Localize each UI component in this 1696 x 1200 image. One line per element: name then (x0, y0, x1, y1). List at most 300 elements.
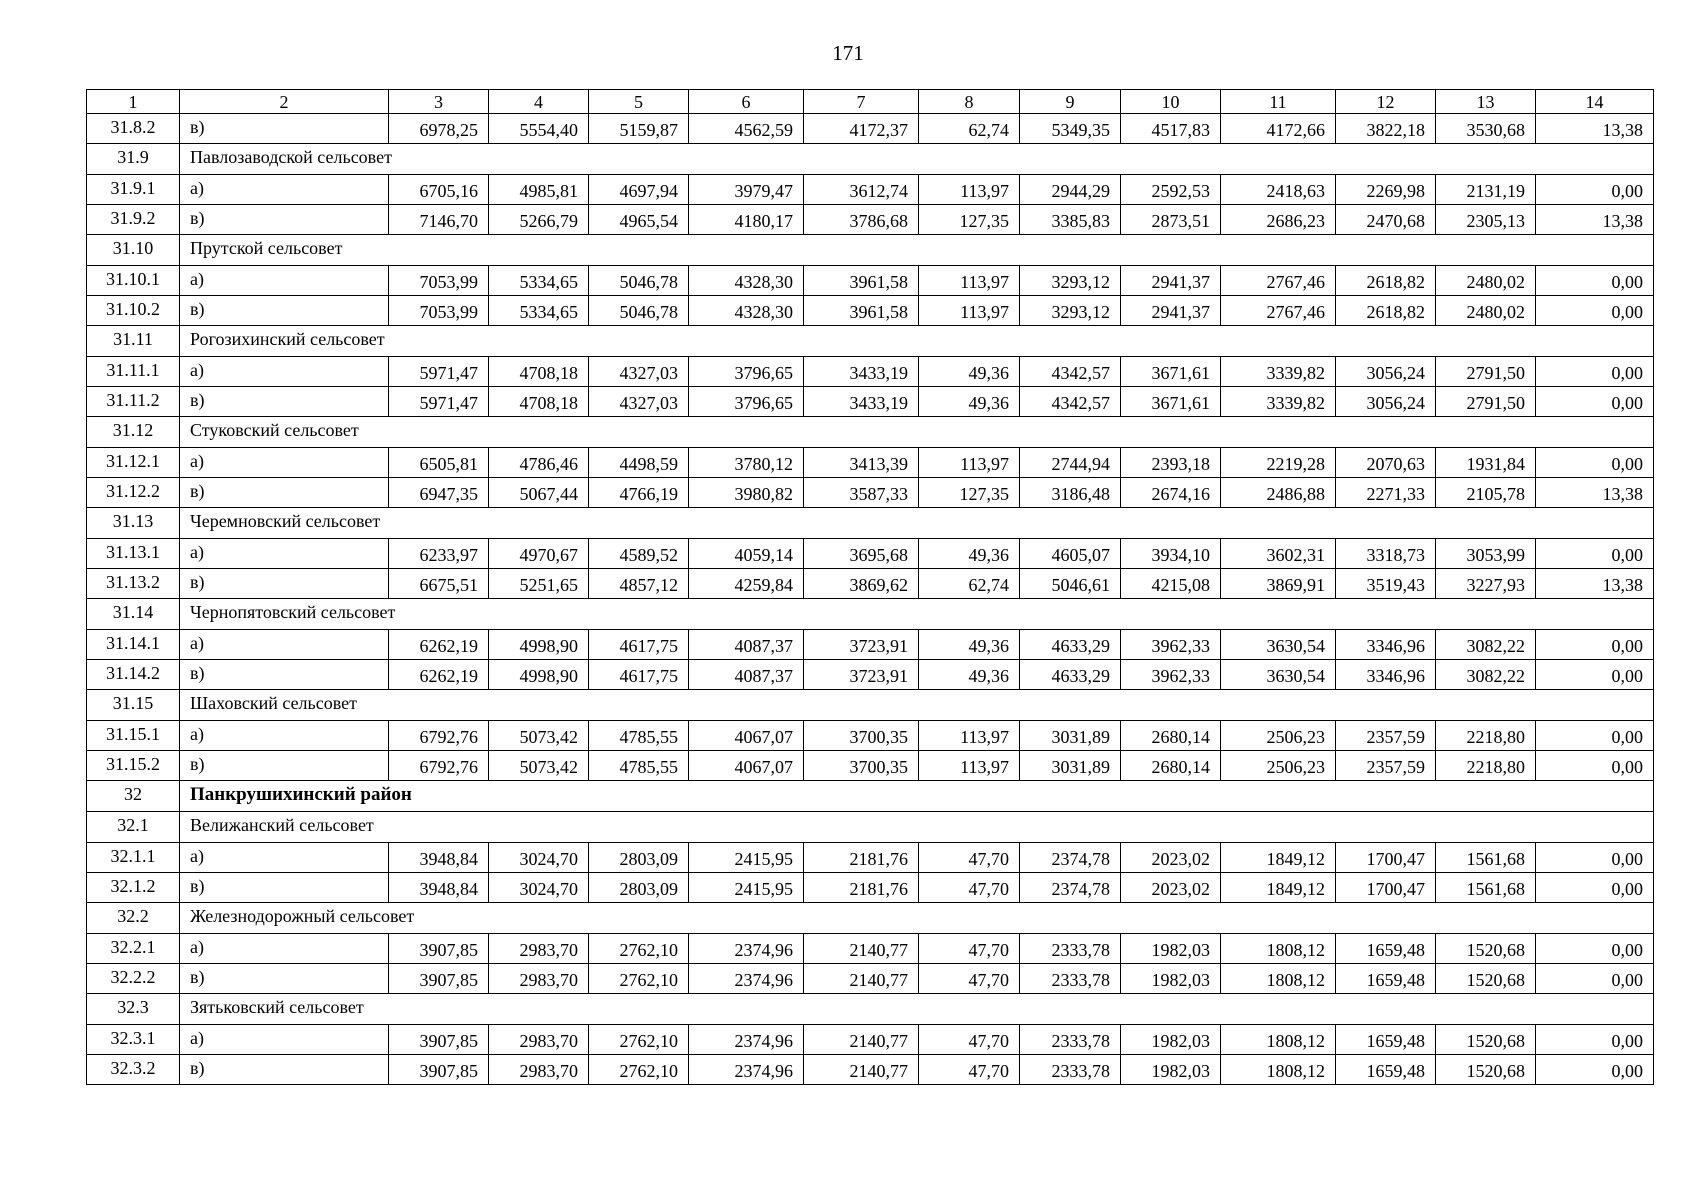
row-label: в) (180, 751, 389, 781)
table-row (87, 1055, 1654, 1085)
value-cell: 1659,48 (1336, 934, 1436, 964)
section-row (87, 508, 1654, 539)
value-cell: 2333,78 (1020, 934, 1121, 964)
value-cell: 3339,82 (1221, 357, 1336, 387)
value-cell: 1808,12 (1221, 1025, 1336, 1055)
value-cell: 2357,59 (1336, 721, 1436, 751)
column-header: 11 (1221, 90, 1336, 114)
value-cell: 3024,70 (489, 843, 589, 873)
value-cell: 6792,76 (389, 751, 489, 781)
value-cell: 4087,37 (689, 630, 804, 660)
value-cell: 5073,42 (489, 751, 589, 781)
value-cell: 4617,75 (589, 630, 689, 660)
value-cell: 5971,47 (389, 357, 489, 387)
row-code: 31.12.1 (87, 448, 180, 478)
value-cell: 2131,19 (1436, 175, 1536, 205)
value-cell: 2140,77 (804, 964, 919, 994)
value-cell: 1849,12 (1221, 873, 1336, 903)
value-cell: 7053,99 (389, 266, 489, 296)
row-code: 31.11 (87, 326, 180, 357)
value-cell: 4785,55 (589, 721, 689, 751)
value-cell: 4708,18 (489, 387, 589, 417)
table-row (87, 266, 1654, 296)
table-row (87, 569, 1654, 599)
value-cell: 2418,63 (1221, 175, 1336, 205)
value-cell: 3293,12 (1020, 266, 1121, 296)
section-title: Шаховский сельсовет (180, 690, 1654, 721)
value-cell: 1700,47 (1336, 873, 1436, 903)
value-cell: 4180,17 (689, 205, 804, 235)
value-cell: 113,97 (919, 296, 1020, 326)
value-cell: 3961,58 (804, 296, 919, 326)
value-cell: 1561,68 (1436, 843, 1536, 873)
value-cell: 2941,37 (1121, 296, 1221, 326)
table-row (87, 660, 1654, 690)
section-row (87, 144, 1654, 175)
section-row (87, 903, 1654, 934)
value-cell: 3630,54 (1221, 660, 1336, 690)
value-cell: 2480,02 (1436, 296, 1536, 326)
row-code: 32.3 (87, 994, 180, 1025)
value-cell: 3519,43 (1336, 569, 1436, 599)
value-cell: 1982,03 (1121, 1025, 1221, 1055)
table-row (87, 751, 1654, 781)
value-cell: 3186,48 (1020, 478, 1121, 508)
value-cell: 6675,51 (389, 569, 489, 599)
row-label: в) (180, 387, 389, 417)
value-cell: 6233,97 (389, 539, 489, 569)
value-cell: 2470,68 (1336, 205, 1436, 235)
row-code: 31.14 (87, 599, 180, 630)
value-cell: 5554,40 (489, 114, 589, 144)
section-title: Чернопятовский сельсовет (180, 599, 1654, 630)
value-cell: 4059,14 (689, 539, 804, 569)
column-header: 10 (1121, 90, 1221, 114)
section-row (87, 690, 1654, 721)
value-cell: 127,35 (919, 205, 1020, 235)
value-cell: 0,00 (1536, 660, 1654, 690)
value-cell: 2181,76 (804, 843, 919, 873)
value-cell: 3587,33 (804, 478, 919, 508)
table-row (87, 934, 1654, 964)
value-cell: 2791,50 (1436, 387, 1536, 417)
value-cell: 2686,23 (1221, 205, 1336, 235)
value-cell: 2374,96 (689, 934, 804, 964)
value-cell: 2618,82 (1336, 296, 1436, 326)
value-cell: 4327,03 (589, 357, 689, 387)
value-cell: 6792,76 (389, 721, 489, 751)
table-row (87, 843, 1654, 873)
value-cell: 3339,82 (1221, 387, 1336, 417)
section-row (87, 599, 1654, 630)
column-header: 8 (919, 90, 1020, 114)
value-cell: 4785,55 (589, 751, 689, 781)
value-cell: 7146,70 (389, 205, 489, 235)
value-cell: 3934,10 (1121, 539, 1221, 569)
row-code: 31.12.2 (87, 478, 180, 508)
table-row (87, 478, 1654, 508)
section-title: Рогозихинский сельсовет (180, 326, 1654, 357)
table-row (87, 539, 1654, 569)
row-label: а) (180, 1025, 389, 1055)
section-row (87, 812, 1654, 843)
value-cell: 4562,59 (689, 114, 804, 144)
row-code: 31.13 (87, 508, 180, 539)
row-code: 32.2.2 (87, 964, 180, 994)
value-cell: 5971,47 (389, 387, 489, 417)
value-cell: 2181,76 (804, 873, 919, 903)
value-cell: 3630,54 (1221, 630, 1336, 660)
value-cell: 0,00 (1536, 1055, 1654, 1085)
value-cell: 3786,68 (804, 205, 919, 235)
value-cell: 2762,10 (589, 934, 689, 964)
value-cell: 3346,96 (1336, 630, 1436, 660)
column-header: 7 (804, 90, 919, 114)
row-label: а) (180, 721, 389, 751)
table-row (87, 1025, 1654, 1055)
value-cell: 3962,33 (1121, 660, 1221, 690)
value-cell: 4708,18 (489, 357, 589, 387)
value-cell: 4998,90 (489, 630, 589, 660)
value-cell: 5349,35 (1020, 114, 1121, 144)
value-cell: 0,00 (1536, 296, 1654, 326)
value-cell: 2357,59 (1336, 751, 1436, 781)
row-label: а) (180, 630, 389, 660)
value-cell: 3961,58 (804, 266, 919, 296)
value-cell: 3227,93 (1436, 569, 1536, 599)
value-cell: 4215,08 (1121, 569, 1221, 599)
value-cell: 2941,37 (1121, 266, 1221, 296)
value-cell: 13,38 (1536, 114, 1654, 144)
value-cell: 2070,63 (1336, 448, 1436, 478)
value-cell: 113,97 (919, 175, 1020, 205)
value-cell: 4633,29 (1020, 630, 1121, 660)
value-cell: 2140,77 (804, 934, 919, 964)
value-cell: 3948,84 (389, 843, 489, 873)
value-cell: 4327,03 (589, 387, 689, 417)
table-row (87, 175, 1654, 205)
row-code: 31.13.1 (87, 539, 180, 569)
value-cell: 4766,19 (589, 478, 689, 508)
value-cell: 5046,78 (589, 296, 689, 326)
row-code: 31.10.1 (87, 266, 180, 296)
value-cell: 1520,68 (1436, 1055, 1536, 1085)
value-cell: 1659,48 (1336, 1025, 1436, 1055)
district-title: Панкрушихинский район (180, 781, 1654, 812)
section-title: Железнодорожный сельсовет (180, 903, 1654, 934)
value-cell: 0,00 (1536, 964, 1654, 994)
value-cell: 2486,88 (1221, 478, 1336, 508)
value-cell: 0,00 (1536, 873, 1654, 903)
section-row (87, 417, 1654, 448)
value-cell: 4172,37 (804, 114, 919, 144)
column-header: 12 (1336, 90, 1436, 114)
value-cell: 3346,96 (1336, 660, 1436, 690)
value-cell: 2415,95 (689, 843, 804, 873)
value-cell: 0,00 (1536, 751, 1654, 781)
column-header: 13 (1436, 90, 1536, 114)
column-header: 1 (87, 90, 180, 114)
value-cell: 3869,91 (1221, 569, 1336, 599)
value-cell: 113,97 (919, 751, 1020, 781)
value-cell: 4786,46 (489, 448, 589, 478)
value-cell: 6262,19 (389, 630, 489, 660)
table-row (87, 205, 1654, 235)
value-cell: 4970,67 (489, 539, 589, 569)
row-code: 31.13.2 (87, 569, 180, 599)
value-cell: 49,36 (919, 630, 1020, 660)
section-title: Стуковский сельсовет (180, 417, 1654, 448)
value-cell: 3056,24 (1336, 357, 1436, 387)
value-cell: 3671,61 (1121, 357, 1221, 387)
section-row (87, 994, 1654, 1025)
value-cell: 2269,98 (1336, 175, 1436, 205)
table-body (87, 90, 1654, 1085)
value-cell: 5334,65 (489, 266, 589, 296)
value-cell: 113,97 (919, 448, 1020, 478)
value-cell: 4617,75 (589, 660, 689, 690)
row-label: а) (180, 448, 389, 478)
value-cell: 2271,33 (1336, 478, 1436, 508)
value-cell: 47,70 (919, 873, 1020, 903)
value-cell: 3053,99 (1436, 539, 1536, 569)
table-row (87, 448, 1654, 478)
value-cell: 1520,68 (1436, 964, 1536, 994)
value-cell: 4498,59 (589, 448, 689, 478)
value-cell: 3530,68 (1436, 114, 1536, 144)
value-cell: 0,00 (1536, 934, 1654, 964)
row-code: 32.2 (87, 903, 180, 934)
section-title: Павлозаводской сельсовет (180, 144, 1654, 175)
value-cell: 4998,90 (489, 660, 589, 690)
value-cell: 3433,19 (804, 357, 919, 387)
value-cell: 5334,65 (489, 296, 589, 326)
value-cell: 4633,29 (1020, 660, 1121, 690)
value-cell: 2218,80 (1436, 751, 1536, 781)
value-cell: 2333,78 (1020, 964, 1121, 994)
value-cell: 1520,68 (1436, 1025, 1536, 1055)
row-label: в) (180, 205, 389, 235)
value-cell: 3907,85 (389, 964, 489, 994)
value-cell: 127,35 (919, 478, 1020, 508)
column-header: 6 (689, 90, 804, 114)
row-code: 31.10.2 (87, 296, 180, 326)
row-code: 31.11.2 (87, 387, 180, 417)
row-code: 31.9.2 (87, 205, 180, 235)
value-cell: 2105,78 (1436, 478, 1536, 508)
value-cell: 113,97 (919, 721, 1020, 751)
row-code: 31.15 (87, 690, 180, 721)
value-cell: 3433,19 (804, 387, 919, 417)
row-label: в) (180, 873, 389, 903)
value-cell: 2140,77 (804, 1025, 919, 1055)
value-cell: 3700,35 (804, 721, 919, 751)
value-cell: 2873,51 (1121, 205, 1221, 235)
value-cell: 2480,02 (1436, 266, 1536, 296)
value-cell: 2983,70 (489, 934, 589, 964)
value-cell: 3695,68 (804, 539, 919, 569)
value-cell: 3780,12 (689, 448, 804, 478)
value-cell: 5159,87 (589, 114, 689, 144)
value-cell: 1982,03 (1121, 1055, 1221, 1085)
value-cell: 5067,44 (489, 478, 589, 508)
value-cell: 2374,96 (689, 1055, 804, 1085)
value-cell: 1808,12 (1221, 934, 1336, 964)
row-code: 31.10 (87, 235, 180, 266)
value-cell: 3602,31 (1221, 539, 1336, 569)
value-cell: 0,00 (1536, 266, 1654, 296)
row-label: в) (180, 114, 389, 144)
value-cell: 47,70 (919, 1025, 1020, 1055)
value-cell: 0,00 (1536, 175, 1654, 205)
row-code: 31.14.2 (87, 660, 180, 690)
value-cell: 3796,65 (689, 387, 804, 417)
value-cell: 13,38 (1536, 478, 1654, 508)
row-label: а) (180, 539, 389, 569)
value-cell: 2983,70 (489, 1055, 589, 1085)
column-header: 9 (1020, 90, 1121, 114)
value-cell: 5046,78 (589, 266, 689, 296)
row-code: 31.15.1 (87, 721, 180, 751)
value-cell: 5251,65 (489, 569, 589, 599)
value-cell: 2983,70 (489, 964, 589, 994)
value-cell: 1982,03 (1121, 964, 1221, 994)
table-row (87, 387, 1654, 417)
row-label: в) (180, 296, 389, 326)
column-header: 5 (589, 90, 689, 114)
value-cell: 3723,91 (804, 630, 919, 660)
value-cell: 3413,39 (804, 448, 919, 478)
value-cell: 2218,80 (1436, 721, 1536, 751)
header-row (87, 90, 1654, 114)
value-cell: 0,00 (1536, 539, 1654, 569)
value-cell: 2944,29 (1020, 175, 1121, 205)
row-code: 31.9 (87, 144, 180, 175)
row-code: 32.3.2 (87, 1055, 180, 1085)
value-cell: 2803,09 (589, 873, 689, 903)
value-cell: 3948,84 (389, 873, 489, 903)
value-cell: 2219,28 (1221, 448, 1336, 478)
value-cell: 4328,30 (689, 296, 804, 326)
table-row (87, 630, 1654, 660)
value-cell: 1808,12 (1221, 964, 1336, 994)
row-code: 31.12 (87, 417, 180, 448)
value-cell: 3907,85 (389, 1025, 489, 1055)
value-cell: 4697,94 (589, 175, 689, 205)
row-label: а) (180, 357, 389, 387)
value-cell: 1520,68 (1436, 934, 1536, 964)
value-cell: 3031,89 (1020, 751, 1121, 781)
row-code: 31.14.1 (87, 630, 180, 660)
table-row (87, 296, 1654, 326)
value-cell: 4342,57 (1020, 357, 1121, 387)
section-row (87, 235, 1654, 266)
value-cell: 3979,47 (689, 175, 804, 205)
value-cell: 5046,61 (1020, 569, 1121, 599)
value-cell: 2983,70 (489, 1025, 589, 1055)
value-cell: 2674,16 (1121, 478, 1221, 508)
page-number: 171 (832, 41, 864, 65)
value-cell: 4857,12 (589, 569, 689, 599)
value-cell: 3907,85 (389, 1055, 489, 1085)
value-cell: 6705,16 (389, 175, 489, 205)
value-cell: 1982,03 (1121, 934, 1221, 964)
value-cell: 2762,10 (589, 964, 689, 994)
value-cell: 2374,78 (1020, 873, 1121, 903)
value-cell: 5266,79 (489, 205, 589, 235)
value-cell: 3962,33 (1121, 630, 1221, 660)
value-cell: 2803,09 (589, 843, 689, 873)
value-cell: 4985,81 (489, 175, 589, 205)
value-cell: 0,00 (1536, 357, 1654, 387)
row-label: в) (180, 964, 389, 994)
value-cell: 3671,61 (1121, 387, 1221, 417)
value-cell: 1849,12 (1221, 843, 1336, 873)
value-cell: 0,00 (1536, 721, 1654, 751)
value-cell: 4328,30 (689, 266, 804, 296)
value-cell: 2374,96 (689, 964, 804, 994)
value-cell: 49,36 (919, 357, 1020, 387)
column-header: 2 (180, 90, 389, 114)
value-cell: 1561,68 (1436, 873, 1536, 903)
value-cell: 2744,94 (1020, 448, 1121, 478)
column-header: 3 (389, 90, 489, 114)
table-row (87, 114, 1654, 144)
value-cell: 13,38 (1536, 569, 1654, 599)
value-cell: 4259,84 (689, 569, 804, 599)
value-cell: 4605,07 (1020, 539, 1121, 569)
value-cell: 3612,74 (804, 175, 919, 205)
column-header: 4 (489, 90, 589, 114)
value-cell: 1931,84 (1436, 448, 1536, 478)
value-cell: 2680,14 (1121, 751, 1221, 781)
value-cell: 0,00 (1536, 387, 1654, 417)
row-code: 31.9.1 (87, 175, 180, 205)
row-code: 32.1.1 (87, 843, 180, 873)
row-label: а) (180, 266, 389, 296)
value-cell: 1659,48 (1336, 1055, 1436, 1085)
value-cell: 2767,46 (1221, 266, 1336, 296)
value-cell: 3869,62 (804, 569, 919, 599)
value-cell: 2415,95 (689, 873, 804, 903)
value-cell: 4087,37 (689, 660, 804, 690)
row-code: 32.3.1 (87, 1025, 180, 1055)
value-cell: 2618,82 (1336, 266, 1436, 296)
value-cell: 2333,78 (1020, 1025, 1121, 1055)
value-cell: 1659,48 (1336, 964, 1436, 994)
value-cell: 3082,22 (1436, 630, 1536, 660)
value-cell: 1700,47 (1336, 843, 1436, 873)
value-cell: 3796,65 (689, 357, 804, 387)
row-code: 31.15.2 (87, 751, 180, 781)
value-cell: 4589,52 (589, 539, 689, 569)
value-cell: 2023,02 (1121, 873, 1221, 903)
row-label: а) (180, 934, 389, 964)
column-header: 14 (1536, 90, 1654, 114)
table-row (87, 873, 1654, 903)
value-cell: 3980,82 (689, 478, 804, 508)
value-cell: 2592,53 (1121, 175, 1221, 205)
row-label: в) (180, 1055, 389, 1085)
value-cell: 0,00 (1536, 448, 1654, 478)
value-cell: 47,70 (919, 843, 1020, 873)
value-cell: 2374,96 (689, 1025, 804, 1055)
value-cell: 2506,23 (1221, 751, 1336, 781)
value-cell: 2767,46 (1221, 296, 1336, 326)
value-cell: 13,38 (1536, 205, 1654, 235)
table-row (87, 357, 1654, 387)
value-cell: 2680,14 (1121, 721, 1221, 751)
